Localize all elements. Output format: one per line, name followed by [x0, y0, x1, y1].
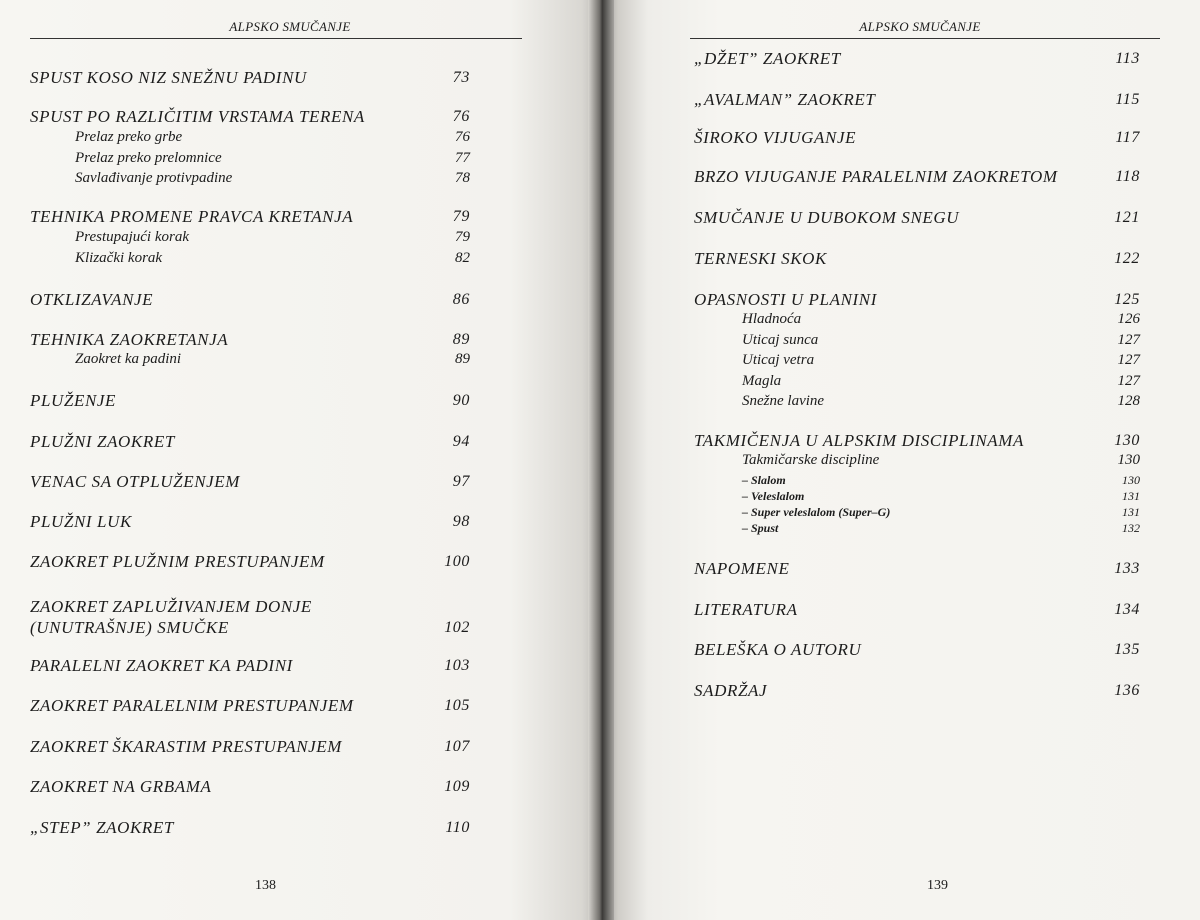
- toc-entry-page: 73: [452, 69, 470, 86]
- toc-entry-page: 113: [1115, 50, 1140, 67]
- toc-entry-title: PLUŽENJE: [30, 391, 117, 410]
- toc-entry-page: 90: [452, 392, 470, 409]
- toc-subentry-page: 89: [455, 351, 470, 367]
- toc-discipline-title: – Veleslalom: [742, 489, 805, 503]
- toc-entry-page: 115: [1115, 91, 1140, 108]
- toc-entry-page: 121: [1114, 209, 1140, 226]
- toc-entry-title: ŠIROKO VIJUGANJE: [694, 128, 857, 147]
- running-head: ALPSKO SMUČANJE: [859, 19, 981, 34]
- toc-entry-title: SADRŽAJ: [694, 681, 768, 700]
- right-page: [600, 0, 1200, 920]
- toc-subentry-page: 82: [455, 250, 470, 266]
- toc-entry-title: (UNUTRAŠNJE) SMUČKE: [30, 618, 229, 637]
- toc-entry-page: 86: [452, 291, 470, 308]
- toc-entry-page: 98: [452, 513, 470, 530]
- book-gutter: [588, 0, 614, 920]
- toc-subentry-page: 77: [455, 150, 470, 166]
- toc-entry-title: TAKMIČENJA U ALPSKIM DISCIPLINAMA: [694, 431, 1025, 450]
- toc-entry-page: 100: [444, 553, 470, 570]
- toc-entry-title: ZAOKRET PARALELNIM PRESTUPANJEM: [30, 696, 354, 715]
- toc-entry-page: 130: [1114, 432, 1140, 449]
- toc-entry-title: ZAOKRET PLUŽNIM PRESTUPANJEM: [30, 552, 325, 571]
- toc-entry-title: BRZO VIJUGANJE PARALELNIM ZAOKRETOM: [694, 167, 1058, 186]
- toc-entry-page: 135: [1114, 641, 1140, 658]
- toc-discipline-title: – Slalom: [742, 473, 786, 487]
- toc-entry-page: 118: [1115, 168, 1140, 185]
- toc-entry-title: ZAOKRET ŠKARASTIM PRESTUPANJEM: [30, 737, 343, 756]
- toc-subentry-title: Takmičarske discipline: [742, 452, 880, 468]
- toc-subentry-title: Uticaj vetra: [742, 352, 815, 368]
- toc-entry-title: BELEŠKA O AUTORU: [694, 640, 862, 659]
- toc-entry-page: 134: [1114, 601, 1140, 618]
- toc-entry-page: 89: [452, 331, 470, 348]
- toc-entry-page: 117: [1115, 129, 1140, 146]
- toc-subentry-page: 128: [1117, 393, 1140, 409]
- header-rule: [30, 38, 522, 39]
- toc-discipline-page: 131: [1122, 489, 1140, 503]
- toc-discipline-page: 130: [1122, 473, 1140, 487]
- page-number: 139: [927, 878, 948, 893]
- toc-discipline-page: 131: [1122, 505, 1140, 519]
- toc-entry-title: SMUČANJE U DUBOKOM SNEGU: [694, 208, 960, 227]
- toc-discipline-title: – Spust: [742, 521, 779, 535]
- toc-entry-page: 110: [445, 819, 470, 836]
- toc-subentry-page: 126: [1117, 311, 1140, 327]
- toc-subentry-title: Savlađivanje protivpadine: [75, 170, 233, 186]
- toc-subentry-page: 127: [1117, 373, 1140, 389]
- toc-subentry-title: Zaokret ka padini: [75, 351, 182, 367]
- toc-entry-page: 76: [452, 108, 470, 125]
- toc-entry-title: TERNESKI SKOK: [694, 249, 827, 268]
- toc-subentry-page: 78: [455, 170, 470, 186]
- toc-subentry-page: 130: [1117, 452, 1140, 468]
- toc-subentry-title: Uticaj sunca: [742, 332, 819, 348]
- toc-subentry-page: 127: [1117, 332, 1140, 348]
- toc-entry-title: PARALELNI ZAOKRET KA PADINI: [30, 656, 293, 675]
- toc-subentry-title: Prelaz preko grbe: [75, 129, 183, 145]
- page-number: 138: [255, 878, 276, 893]
- header-rule: [690, 38, 1160, 39]
- toc-entry-page: 133: [1114, 560, 1140, 577]
- toc-entry-title: SPUST PO RAZLIČITIM VRSTAMA TERENA: [30, 107, 365, 126]
- toc-entry-page: 122: [1114, 250, 1140, 267]
- toc-subentry-page: 79: [455, 229, 470, 245]
- toc-subentry-title: Prelaz preko prelomnice: [75, 150, 222, 166]
- toc-subentry-title: Hladnoća: [742, 311, 802, 327]
- toc-entry-title: „STEP” ZAOKRET: [30, 818, 174, 837]
- toc-entry-page: 109: [444, 778, 470, 795]
- toc-entry-page: 79: [452, 208, 470, 225]
- toc-entry-title: PLUŽNI ZAOKRET: [30, 432, 175, 451]
- toc-entry-page: 125: [1114, 291, 1140, 308]
- toc-entry-page: 94: [452, 433, 470, 450]
- toc-subentry-title: Klizački korak: [75, 250, 163, 266]
- toc-entry-page: 136: [1114, 682, 1140, 699]
- toc-entry-title: LITERATURA: [694, 600, 798, 619]
- toc-subentry-page: 76: [455, 129, 470, 145]
- toc-entry-title: VENAC SA OTPLUŽENJEM: [30, 472, 241, 491]
- toc-entry-page: 103: [444, 657, 470, 674]
- toc-entry-title: SPUST KOSO NIZ SNEŽNU PADINU: [30, 68, 307, 87]
- toc-entry-title: ZAOKRET NA GRBAMA: [30, 777, 212, 796]
- toc-entry-page: 97: [452, 473, 470, 490]
- toc-discipline-page: 132: [1122, 521, 1140, 535]
- toc-entry-title: ZAOKRET ZAPLUŽIVANJEM DONJE: [30, 597, 312, 616]
- toc-entry-title: TEHNIKA ZAOKRETANJA: [30, 330, 229, 349]
- toc-entry-title: NAPOMENE: [694, 559, 790, 578]
- toc-entry-page: 102: [444, 619, 470, 636]
- toc-subentry-title: Magla: [742, 373, 782, 389]
- toc-entry-title: „AVALMAN” ZAOKRET: [694, 90, 876, 109]
- toc-subentry-page: 127: [1117, 352, 1140, 368]
- toc-subentry-title: Prestupajući korak: [75, 229, 190, 245]
- toc-entry-title: PLUŽNI LUK: [30, 512, 132, 531]
- running-head: ALPSKO SMUČANJE: [229, 19, 351, 34]
- toc-entry-title: „DŽET” ZAOKRET: [694, 49, 841, 68]
- toc-discipline-title: – Super veleslalom (Super–G): [742, 505, 891, 519]
- toc-entry-title: TEHNIKA PROMENE PRAVCA KRETANJA: [30, 207, 354, 226]
- toc-entry-page: 107: [444, 738, 470, 755]
- toc-entry-title: OTKLIZAVANJE: [30, 290, 154, 309]
- toc-entry-title: OPASNOSTI U PLANINI: [694, 290, 877, 309]
- toc-entry-page: 105: [444, 697, 470, 714]
- toc-subentry-title: Snežne lavine: [742, 393, 825, 409]
